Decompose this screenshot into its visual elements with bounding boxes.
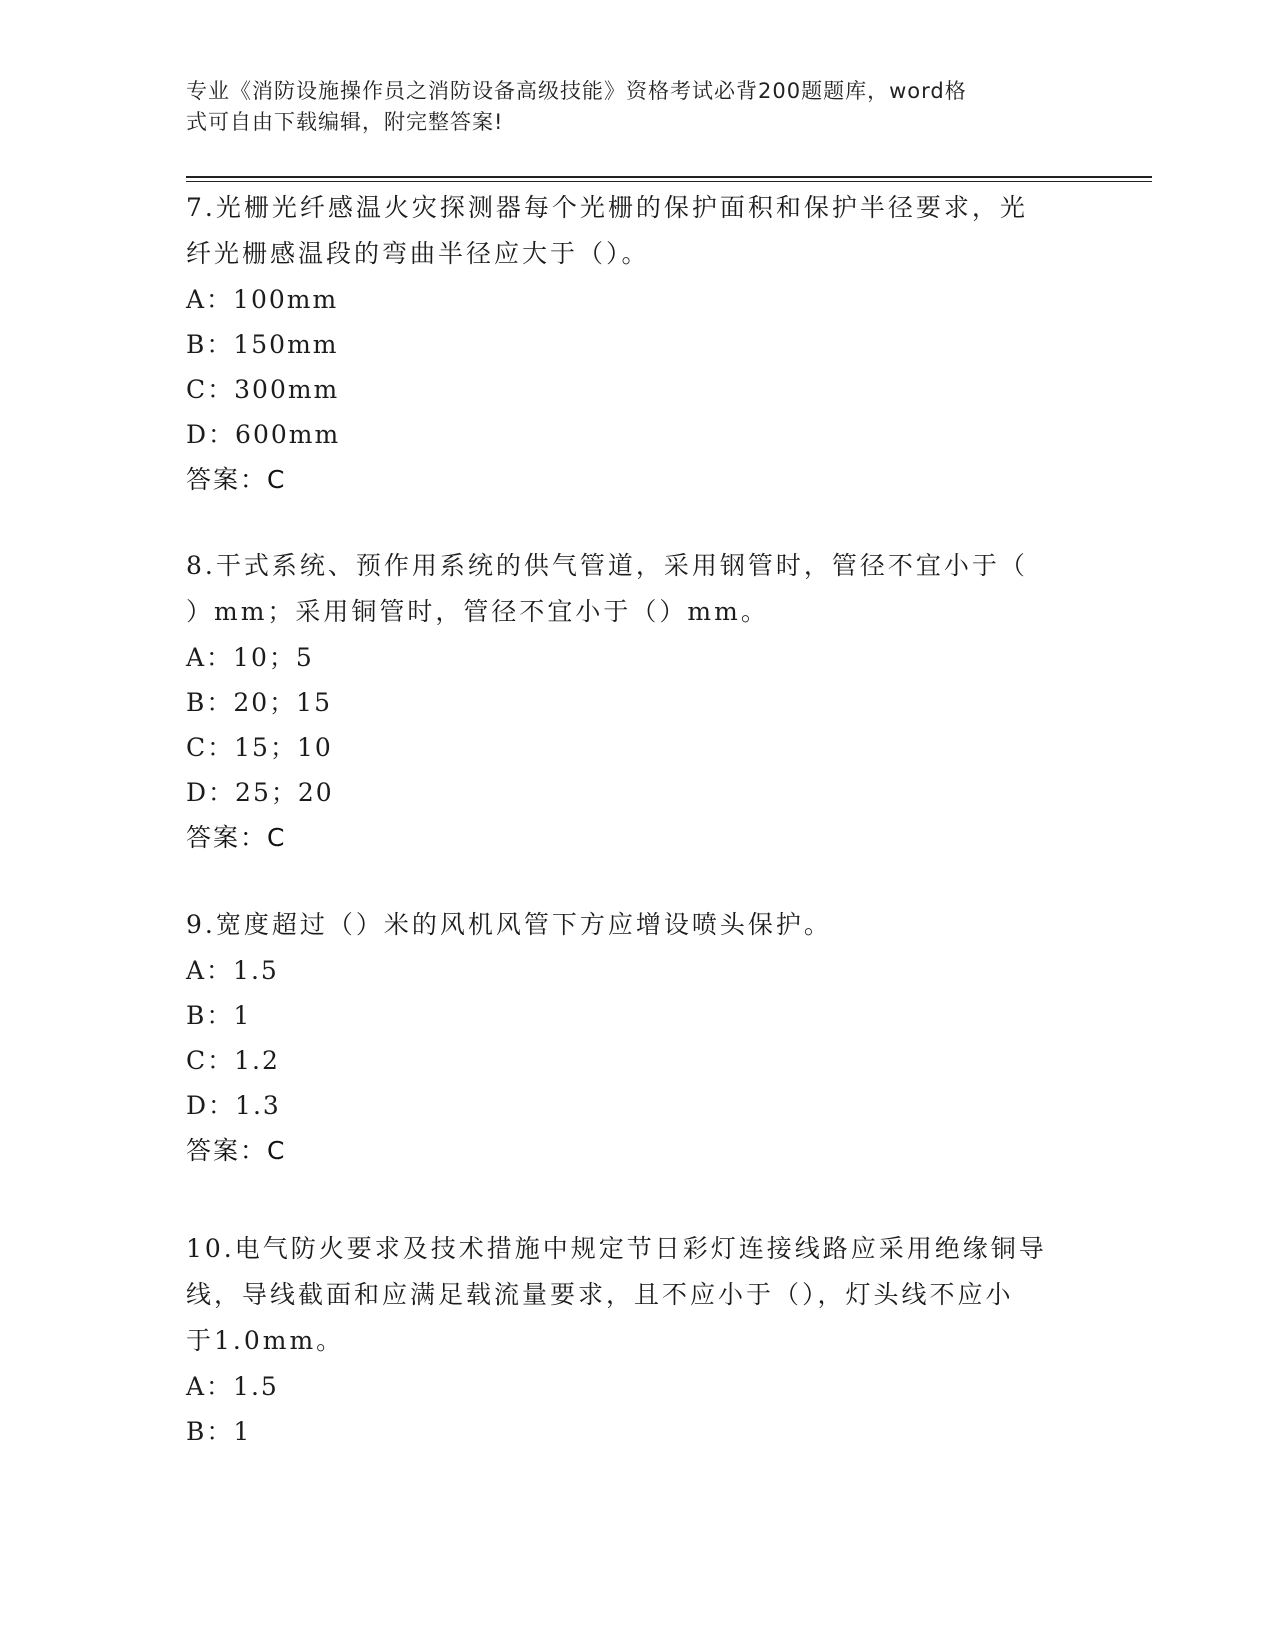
question-8 [186,543,1076,861]
question-10 [186,1226,1076,1454]
option-b: B：1 [186,1417,252,1446]
option-b: B：1 [186,1001,252,1030]
question-stem-line: ）mm；采用铜管时，管径不宜小于（）mm。 [186,597,769,626]
option-a: A：1.5 [186,1372,279,1401]
option-b: B：20；15 [186,688,332,717]
document-header [186,76,1066,138]
option-c: C：15；10 [186,733,333,762]
option-c: C：1.2 [186,1046,280,1075]
option-d: D：25；20 [186,778,334,807]
answer: 答案：C [186,823,287,852]
option-a: A：1.5 [186,956,279,985]
option-a: A：10；5 [186,643,314,672]
answer: 答案：C [186,465,287,494]
header-line-1: 专业《消防设施操作员之消防设备高级技能》资格考试必背200题题库，word格 [186,79,967,103]
option-d: D：600mm [186,420,341,449]
option-a: A：100mm [186,285,339,314]
question-stem-line: 9.宽度超过（）米的风机风管下方应增设喷头保护。 [186,910,832,939]
question-stem-line: 10.电气防火要求及技术措施中规定节日彩灯连接线路应采用绝缘铜导 [186,1234,1047,1263]
question-stem-line: 线，导线截面和应满足载流量要求，且不应小于（），灯头线不应小 [186,1280,1014,1309]
question-7 [186,185,1076,503]
question-stem-line: 于1.0mm。 [186,1326,345,1355]
question-stem-line: 8.干式系统、预作用系统的供气管道，采用钢管时，管径不宜小于（ [186,551,1028,580]
header-line-2: 式可自由下载编辑，附完整答案! [186,110,504,134]
header-divider-thick [186,176,1152,178]
question-9 [186,902,1076,1174]
question-stem-line: 纤光栅感温段的弯曲半径应大于（）。 [186,239,650,268]
question-stem-line: 7.光栅光纤感温火灾探测器每个光栅的保护面积和保护半径要求，光 [186,193,1028,222]
answer: 答案：C [186,1136,287,1165]
option-b: B：150mm [186,330,339,359]
option-d: D：1.3 [186,1091,281,1120]
option-c: C：300mm [186,375,340,404]
header-divider-thin [186,181,1152,182]
